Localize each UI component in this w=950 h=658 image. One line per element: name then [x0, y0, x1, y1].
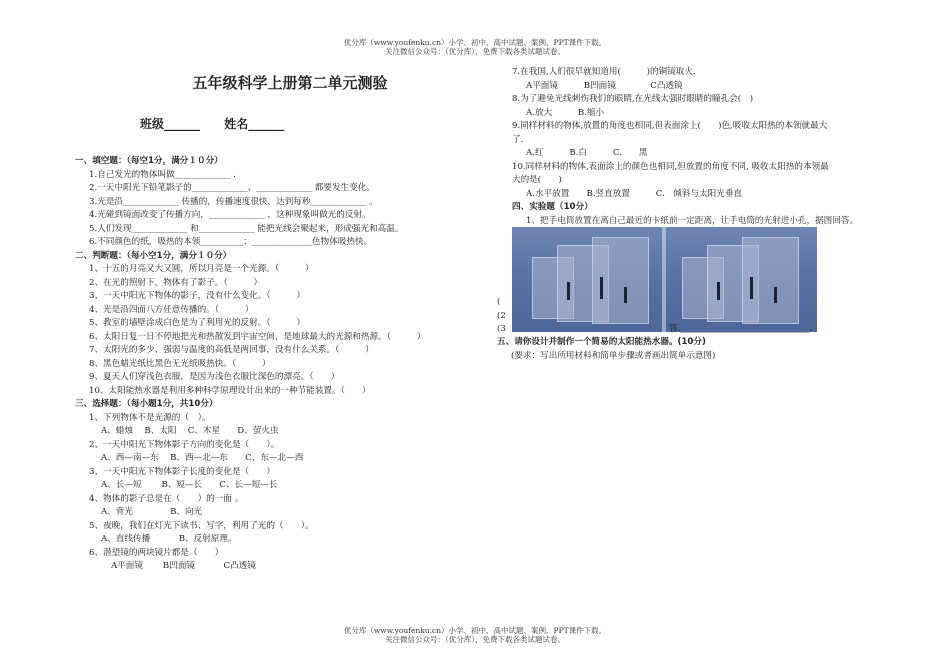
question-line: 8、黑色蜡光纸比黑色无光纸吸热快。（ ） [89, 358, 271, 369]
footer-line-1: 优分库（www.youfenku.cn）小学、初中、高中试题、案例、PPT课件下载。 [343, 626, 607, 635]
question-line: A平面镜 B凹面镜 C凸透镜 [111, 561, 256, 571]
question-line: A、直线传播 B、反射原理。 [101, 534, 237, 544]
class-field: 班级______ [140, 117, 201, 131]
question-line: A、背光 B、向光 [101, 507, 203, 517]
header-line-2: 关注微信公众号：（优分库），免费下载各类试题试卷。 [385, 47, 565, 56]
question-line: 1.自己发光的物体叫做_____________ . [89, 169, 236, 180]
question-line: 9、夏天人们穿浅色衣服，是因为浅色衣服比深色的漂亮。（ ） [89, 372, 340, 382]
question-line: 2、在光的照射下，物体有了影子。（ ） [89, 277, 263, 288]
question-line: 4、物体的影子总是在（ ）的一面 。 [89, 493, 244, 504]
question-line: 一、填空题：（每空1分，满分１０分） [75, 156, 223, 166]
question-line: A.水平放置 B.竖直放置 C. 倾斜与太阳光垂直 [526, 188, 743, 199]
question-line: 大的是( ) [512, 175, 562, 185]
question-line: 2.一天中阳光下铅笔影子的_____________、_____________ 都要发生变化。 [89, 183, 375, 193]
experiment-questions [497, 296, 812, 337]
student-info-row [140, 115, 304, 132]
question-line: 5、教室的墙壁涂成白色是为了利用光的反射。（ ） [89, 318, 306, 328]
question-line: 8.为了避免光线刺伤我们的眼睛,在光线太强时眼睛的瞳孔会( ) [512, 94, 754, 104]
question-line: 7、太阳光的多少、强弱与温度的高低是两回事，没有什么关系。（ ） [89, 345, 374, 355]
question-line: A、长—短 B、短—长 C、长—短—长 [101, 480, 278, 490]
name-field: 姓名______ [224, 117, 285, 131]
design-section [497, 336, 917, 363]
question-line: 7.在我国,人们很早就知道用( )的铜镜取火. [512, 67, 696, 77]
question-line: 10.同样材料的物体,表面涂上的颜色也相同,但放置的角度不同, 吸收太阳热的本领最 [512, 161, 829, 172]
question-line: 10、太阳能热水器是利用多种科学原理设计出来的一种节能装置。（ ） [89, 385, 371, 396]
question-line: 2、一天中阳光下物体影子方向的变化是（ ）。 [89, 439, 280, 450]
question-line: 9.同样材料的物体,放置的角度也相同,但表面涂上( )色,吸收太阳热的本领就最大 [512, 121, 828, 131]
question-line: A、西—南—东 B、西—北—东 C、东—北—西 [101, 453, 304, 463]
question-line: 3、一天中阳光下物体的影子，没有什么变化。（ ） [89, 291, 306, 301]
page-title: 五年级科学上册第二单元测验 [192, 74, 388, 92]
question-line: 四、实验题（10分） [512, 202, 593, 212]
experiment-question-line: (3 答.______________________________. [497, 324, 813, 334]
question-line: A.放大 B.缩小 [526, 107, 605, 118]
left-column [75, 155, 485, 574]
page-header [0, 38, 950, 56]
question-line: 4.光碰到镜面改变了传播方向，_____________ ，这种现象叫做光的反射。 [89, 210, 371, 220]
footer-line-2: 关注微信公众号：（优分库），免费下载各类试题试卷。 [385, 635, 565, 644]
question-line: A、蜡烛 B、太阳 C、木星 D、萤火虫 [101, 426, 279, 436]
question-line: 了. [512, 134, 524, 145]
header-line-1: 优分库（www.youfenku.cn）小学、初中、高中试题、案例、PPT课件下载。 [343, 38, 607, 47]
question-line: A.红 B.白 C. 黑 [526, 148, 648, 158]
question-line: 5、夜晚，我们在灯光下读书、写字，利用了光的（ ）。 [89, 520, 314, 531]
question-line: (要求：写出所用材料和简单步骤或者画出简单示意图) [511, 350, 716, 361]
question-line: A平面镜 B凹面镜 C凸透镜 [526, 80, 683, 91]
question-line: 五、请你设计并制作一个简易的太阳能热水器。(10分) [497, 337, 706, 347]
experiment-question-line: ( [497, 297, 501, 307]
question-line: 4、光是沿四面八方任意传播的。（ ） [89, 304, 254, 315]
question-line: 6、太阳日复一日不停地把光和热散发到宇宙空间，是地球最大的光源和热源。（ ） [89, 331, 426, 342]
right-column [512, 66, 912, 228]
page-footer [0, 626, 950, 644]
question-line: 6.不同颜色的纸，吸热的本领__________；______________色物体吸热快。 [89, 237, 373, 247]
question-line: 5.人们发现_____________ 和_____________ 能把光线会聚起来，形成强光和高温。 [89, 223, 404, 234]
question-line: 6、潜望镜的两块镜片都是（ ） [89, 547, 224, 558]
experiment-question-line: (2 [497, 310, 506, 321]
question-line: 二、判断题：（每小空1分，满分１０分） [75, 250, 232, 261]
question-line: 3.光是沿_____________ 传播的，传播速度很快，达到每秒_____________ 。 [89, 196, 378, 207]
question-line: 3、一天中阳光下物体影子长度的变化是（ ） [89, 466, 275, 477]
question-line: 1、下列物体不是光源的（ ）。 [89, 412, 211, 423]
question-line: 1、十五的月亮又大又圆，所以月亮是一个光源。（ ） [89, 264, 314, 274]
question-line: 三、选择题：（每小题1分，共10分） [75, 399, 218, 409]
question-line: 1、把手电筒放置在离自己最近的卡纸前一定距离，让手电筒的光射进小孔，据图回答。 [526, 215, 859, 226]
